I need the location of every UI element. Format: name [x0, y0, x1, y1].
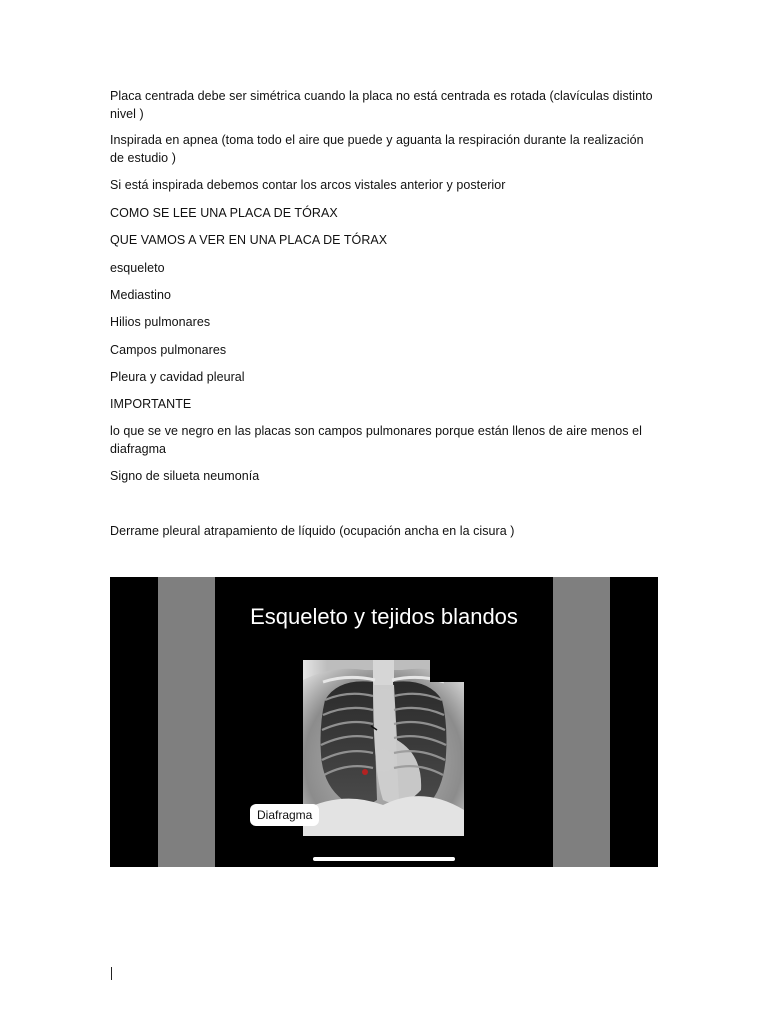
list-item-esqueleto: esqueleto	[110, 261, 165, 275]
list-item-hilios: Hilios pulmonares	[110, 315, 211, 329]
paragraph-inspirada-apnea: Inspirada en apnea (toma todo el aire que puede y aguanta la respiración durante la realización de estudio )	[110, 133, 644, 165]
heading-importante: IMPORTANTE	[110, 397, 192, 411]
paragraph-placa-centrada: Placa centrada debe ser simétrica cuando la placa no está centrada es rotada (clavículas distinto nivel )	[110, 89, 653, 121]
list-item-mediastino: Mediastino	[110, 288, 171, 302]
heading-que-vamos-a-ver: QUE VAMOS A VER EN UNA PLACA DE TÓRAX	[110, 233, 388, 247]
paragraph-derrame-pleural: Derrame pleural atrapamiento de líquido (ocupación ancha en la cisura )	[110, 524, 515, 538]
diafragma-label: Diafragma	[250, 804, 319, 826]
paragraph-negro-campos: lo que se ve negro en las placas son campos pulmonares porque están llenos de aire menos el diafragma	[110, 424, 642, 456]
list-item-pleura: Pleura y cavidad pleural	[110, 370, 245, 384]
list-item-campos: Campos pulmonares	[110, 343, 227, 357]
slide-title: Esqueleto y tejidos blandos	[250, 604, 518, 629]
paragraph-arcos-costales: Si está inspirada debemos contar los arcos vistales anterior y posterior	[110, 178, 506, 192]
slide-screenshot	[110, 577, 658, 867]
text-cursor	[111, 967, 112, 980]
heading-como-se-lee: COMO SE LEE UNA PLACA DE TÓRAX	[110, 206, 338, 220]
home-indicator-bar	[313, 857, 455, 861]
chest-xray-image	[303, 660, 464, 836]
paragraph-signo-silueta: Signo de silueta neumonía	[110, 469, 260, 483]
